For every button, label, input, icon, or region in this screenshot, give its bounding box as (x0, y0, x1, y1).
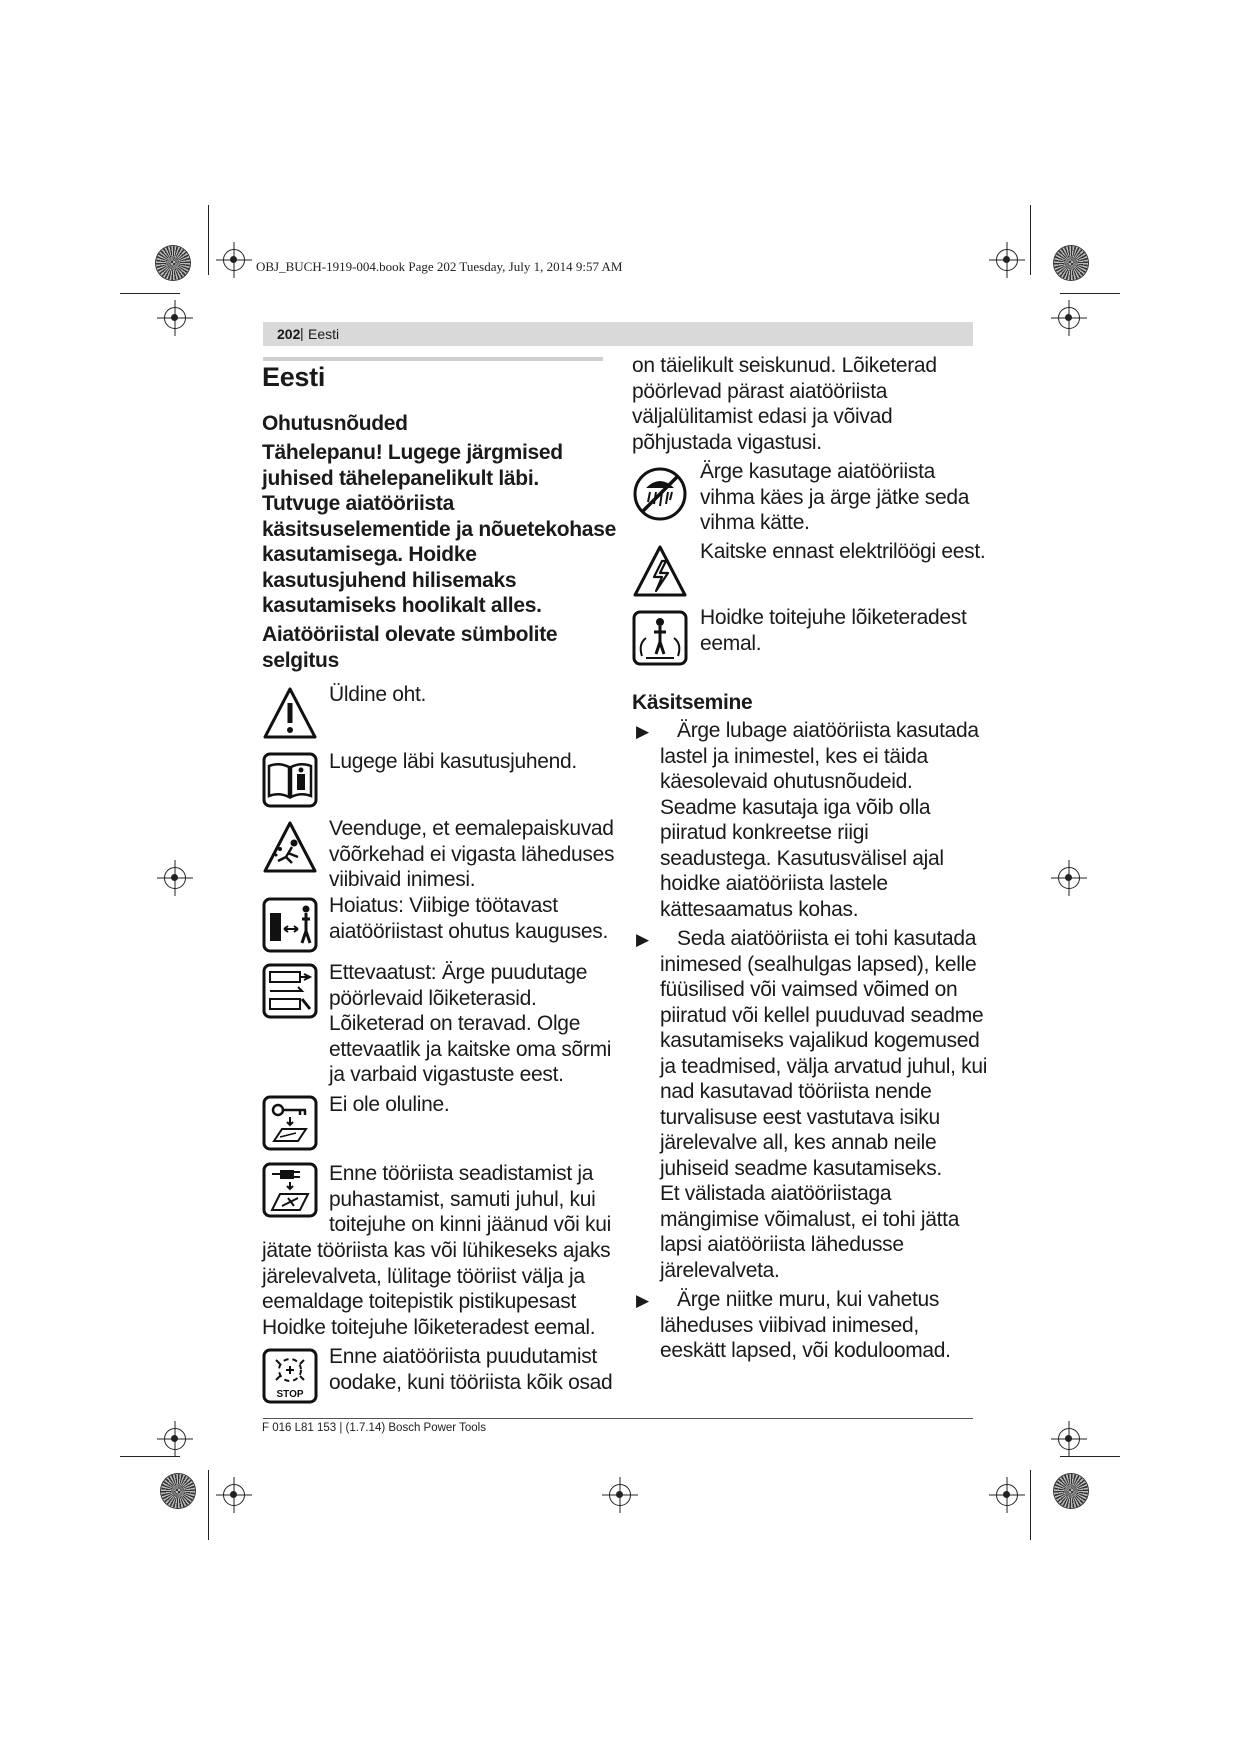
rotating-blades-icon (262, 963, 318, 1019)
page-footer: F 016 L81 153 | (1.7.14) Bosch Power Tools (262, 1422, 486, 1434)
page-separator: | (300, 325, 304, 341)
section-name: Eesti (308, 326, 340, 342)
registration-target-icon (609, 1484, 631, 1506)
symbol-description: Ettevaatust: Ärge puudutage pöörlevaid lõiketerasid. Lõiketerad on teravad. Olge ettevaatlik ja kaitske oma sõrmi ja varbaid vigastuste eest. (329, 961, 612, 1086)
language-heading: Eesti (262, 362, 326, 392)
symbol-description: Veenduge, et eemalepaiskuvad võõrkehad ei vigasta läheduses viibivaid inimesi. (329, 817, 615, 891)
symbol-description: Lugege läbi kasutusjuhend. (329, 750, 577, 773)
bullet-item: Ärge niitke muru, kui vahetus läheduses viibivad inimesed, eeskätt lapsed, või koduloomad. (660, 1288, 951, 1362)
symbol-description: Enne tööriista seadistamist ja puhastamist, samuti juhul, kui toitejuhe on kinni jäänud või kui (329, 1162, 611, 1236)
read-manual-icon (262, 752, 318, 808)
bullet-marker-icon: ▶ (636, 1291, 650, 1310)
page-number: 202 (277, 326, 301, 342)
bullet-item: Ärge lubage aiatööriista kasutada lastel ja inimestel, kes ei täida käesolevaid ohutusnõudeid. Seadme kasutaja iga võib olla piiratud konkreetse riigi seadustega. Kasutusvälisel ajal hoidke aiatööriista lastele kättesaamatus kohas. (660, 719, 979, 921)
page-header-bar (263, 322, 973, 346)
wait-until-stop-icon (262, 1348, 318, 1404)
print-header: OBJ_BUCH-1919-004.book Page 202 Tuesday, July 1, 2014 9:57 AM (256, 259, 623, 274)
registration-target-icon (164, 1428, 186, 1450)
stop-label: STOP (276, 1389, 304, 1400)
unplug-before-adjust-icon (262, 1162, 318, 1218)
bullet-marker-icon: ▶ (636, 722, 650, 741)
keep-cord-away-icon (632, 610, 688, 666)
symbol-description: Hoiatus: Viibige töötavast aiatööriistast ohutus kauguses. (329, 894, 609, 943)
warning-paragraph: Tähelepanu! Lugege järgmised juhised tähelepanelikult läbi. Tutvuge aiatööriista käsitsuselementide ja nõuetekohase kasutamisega. Hoidke kasutusjuhend hilisemaks kasutamiseks hoolikalt alles. (262, 441, 616, 617)
general-danger-icon (262, 685, 318, 741)
registration-target-icon (1058, 307, 1080, 329)
registration-target-icon (1058, 867, 1080, 889)
registration-burst-icon (1054, 246, 1088, 280)
registration-target-icon (223, 1484, 245, 1506)
registration-target-icon (996, 1484, 1018, 1506)
registration-target-icon (164, 307, 186, 329)
registration-burst-icon (156, 246, 190, 280)
registration-burst-icon (161, 1474, 195, 1508)
safety-heading: Ohutusnõuded (262, 412, 408, 435)
not-relevant-icon (262, 1095, 318, 1151)
no-rain-icon (632, 466, 688, 522)
symbol-description: Ärge kasutage aiatööriista vihma käes ja ärge jätke seda vihma kätte. (700, 460, 970, 534)
registration-target-icon (1058, 1428, 1080, 1450)
right-intro: on täielikult seiskunud. Lõiketerad pöörlevad pärast aiatööriista väljalülitamist edasi ja võivad põhjustada vigastusi. (632, 354, 937, 454)
bullet-marker-icon: ▶ (636, 930, 650, 949)
symbol-description: Kaitske ennast elektrilöögi eest. (700, 540, 986, 563)
footer-rule (263, 1418, 973, 1419)
symbols-heading: Aiatööriistal olevate sümbolite selgitus (262, 623, 558, 672)
column-rule (263, 357, 603, 361)
bullet-item: Seda aiatööriista ei tohi kasutada inimesed (sealhulgas lapsed), kelle füüsilised või vaimsed võimed on piiratud või kellel puuduvad seadme kasutamiseks vajalikud kogemused ja teadmised, välja arvatud juhul, kui nad kasutavad tööriista nende turvalisuse eest vastutava isiku järelevalve all, kes annab neile juhiseid seadme kasutamiseks. Et välistada aiatööriistaga mängimise võimalust, ei tohi jätta lapsi aiatööriista lähedusse järelevalveta. (660, 927, 988, 1282)
safe-distance-icon (262, 897, 318, 953)
unplug-continuation: jätate tööriista kas või lühikeseks ajaks järelevalveta, lülitage tööriist välja ja eemaldage toitepistik pistikupesast Hoidke toitejuhe lõiketeradest eemal. (262, 1239, 611, 1339)
registration-target-icon (164, 867, 186, 889)
symbol-description: Ei ole oluline. (329, 1093, 450, 1116)
registration-target-icon (996, 249, 1018, 271)
electric-shock-icon (632, 543, 688, 599)
handling-heading: Käsitsemine (632, 691, 753, 714)
symbol-description: Hoidke toitejuhe lõiketeradest eemal. (700, 606, 967, 655)
thrown-objects-icon (262, 819, 318, 875)
registration-target-icon (223, 249, 245, 271)
registration-burst-icon (1054, 1474, 1088, 1508)
symbol-description: Üldine oht. (329, 683, 427, 706)
symbol-description: Enne aiatööriista puudutamist oodake, kuni tööriista kõik osad (329, 1345, 613, 1394)
